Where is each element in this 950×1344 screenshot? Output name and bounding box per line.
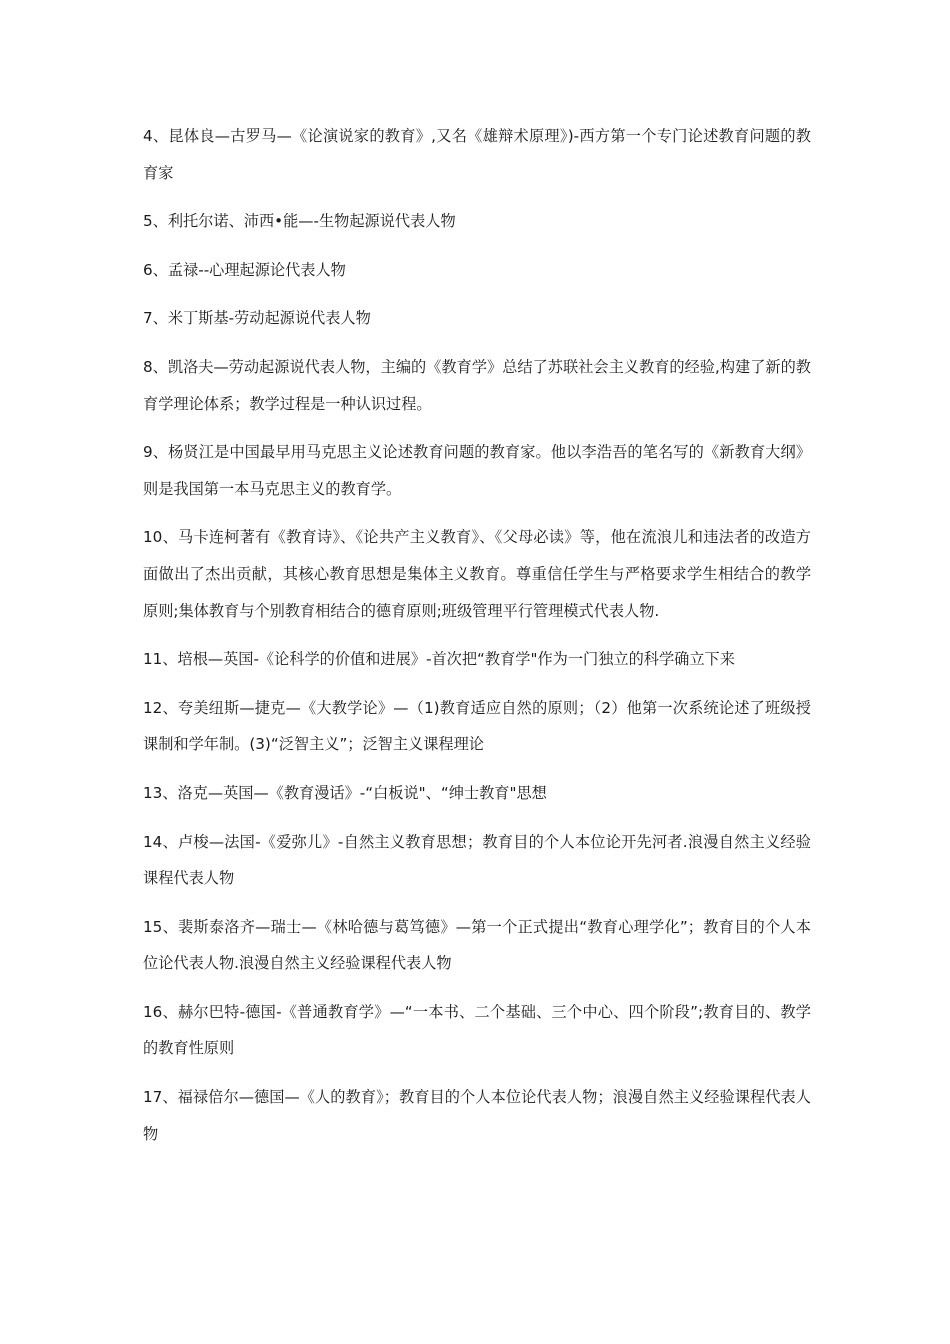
paragraph-13-locke: 13、洛克—英国—《教育漫话》-“白板说"、“绅士教育"思想 — [143, 783, 547, 802]
paragraph-12-comenius: 12、夸美纽斯—捷克—《大教学论》—（1)教育适应自然的原则；（2）他第一次系统论述了班级授课制和学年制。(3)“泛智主义”；泛智主义课程理论 — [143, 698, 811, 754]
paragraph-7-medynsky: 7、米丁斯基-劳动起源说代表人物 — [143, 309, 371, 328]
paragraph-5-letourneau-nunn: 5、利托尔诺、沛西•能—-生物起源说代表人物 — [143, 212, 456, 231]
paragraph-9-yang-xianjiang: 9、杨贤江是中国最早用马克思主义论述教育问题的教育家。他以李浩吾的笔名写的《新教育大纲》则是我国第一本马克思主义的教育学。 — [143, 443, 811, 498]
paragraph-8-kairov: 8、凯洛夫—劳动起源说代表人物，主编的《教育学》总结了苏联社会主义教育的经验,构建了新的教育学理论体系；教学过程是一种认识过程。 — [143, 357, 811, 413]
paragraph-17-froebel: 17、福禄倍尔—德国—《人的教育》；教育目的个人本位论代表人物；浪漫自然主义经验课程代表人物 — [143, 1088, 811, 1143]
paragraph-11-bacon: 11、培根—英国-《论科学的价值和进展》-首次把“教育学"作为一门独立的科学确立下来 — [143, 650, 735, 669]
paragraph-6-monroe: 6、孟禄--心理起源论代表人物 — [143, 260, 346, 279]
document-body — [143, 118, 811, 1164]
paragraph-4-quintilian: 4、昆体良—古罗马—《论演说家的教育》,又名《雄辩术原理》)-西方第一个专门论述教育问题的教育家 — [143, 127, 811, 182]
paragraph-14-rousseau: 14、卢梭—法国-《爱弥儿》-自然主义教育思想；教育目的个人本位论开先河者.浪漫自然主义经验课程代表人物 — [143, 832, 811, 888]
paragraph-16-herbart: 16、赫尔巴特-德国-《普通教育学》—“一本书、二个基础、三个中心、四个阶段”;教育目的、教学的教育性原则 — [143, 1002, 811, 1058]
paragraph-10-makarenko: 10、马卡连柯著有《教育诗》、《论共产主义教育》、《父母必读》等，他在流浪儿和违法者的改造方面做出了杰出贡献，其核心教育思想是集体主义教育。尊重信任学生与严格要求学生相结合的教学原则;集体教育与个别教育相结合的德育原则;班级管理平行管理模式代表人物. — [143, 528, 811, 620]
paragraph-15-pestalozzi: 15、裴斯泰洛齐—瑞士—《林哈德与葛笃德》—第一个正式提出“教育心理学化”；教育目的个人本位论代表人物.浪漫自然主义经验课程代表人物 — [143, 917, 811, 973]
